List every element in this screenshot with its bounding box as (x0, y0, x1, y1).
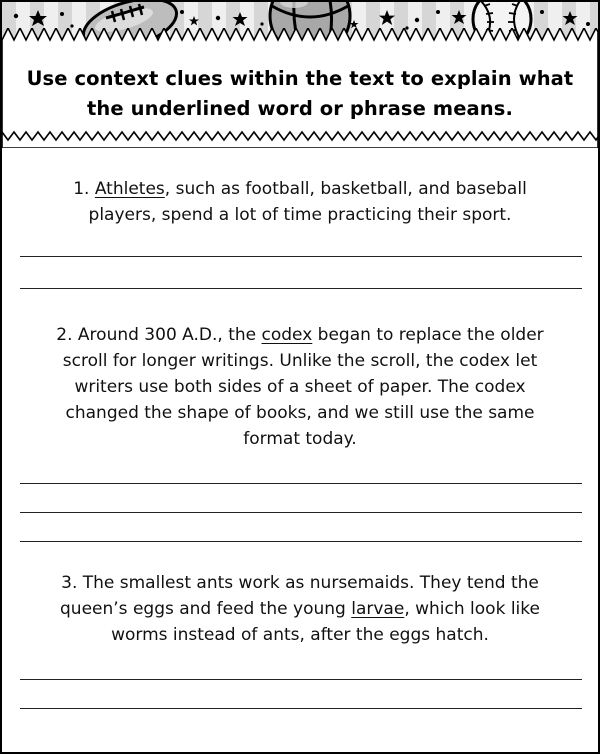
question-1-number: 1. (73, 179, 90, 199)
answer-line[interactable] (20, 708, 582, 709)
answer-line[interactable] (20, 679, 582, 680)
question-2-text: 2. Around 300 A.D., the (56, 325, 262, 345)
question-2 (22, 322, 578, 452)
question-2-line-1 (22, 322, 578, 348)
answer-line[interactable] (20, 256, 582, 257)
question-2-line-4: changed the shape of books, and we still use the same (65, 403, 535, 423)
underlined-word-codex: codex (261, 325, 313, 345)
answer-line[interactable] (20, 512, 582, 513)
question-3-line-2 (22, 596, 578, 622)
star-icon (563, 11, 578, 25)
star-icon (379, 10, 395, 25)
question-3-line-3: worms instead of ants, after the eggs hatch. (111, 625, 489, 645)
underlined-word-larvae: larvae (351, 599, 405, 619)
question-1-text: , such as football, basketball, and baseball (164, 179, 527, 199)
star-icon (452, 10, 467, 24)
instructions-heading (2, 64, 598, 124)
answer-line[interactable] (20, 483, 582, 484)
question-2-line-2: scroll for longer writings. Unlike the scroll, the codex let (62, 351, 538, 371)
question-1-line-2: players, spend a lot of time practicing their sport. (88, 205, 512, 225)
instructions-line-1: Use context clues within the text to explain what (26, 67, 574, 90)
question-3 (22, 570, 578, 648)
instructions-line-2: the underlined word or phrase means. (86, 97, 514, 120)
star-icon (233, 12, 248, 26)
question-3-text: queen’s eggs and feed the young (60, 599, 352, 619)
question-1 (22, 176, 578, 228)
underlined-word-athletes: Athletes (94, 179, 165, 199)
answer-line[interactable] (20, 541, 582, 542)
star-icon (29, 10, 47, 26)
question-3-line-1: 3. The smallest ants work as nursemaids. They tend the (61, 573, 539, 593)
question-1-line-1 (22, 176, 578, 202)
question-3-text: , which look like (404, 599, 540, 619)
star-icon (189, 16, 199, 25)
answer-line[interactable] (20, 288, 582, 289)
question-2-line-5: format today. (243, 429, 357, 449)
question-2-text: began to replace the older (312, 325, 544, 345)
question-2-line-3: writers use both sides of a sheet of paper. The codex (74, 377, 526, 397)
